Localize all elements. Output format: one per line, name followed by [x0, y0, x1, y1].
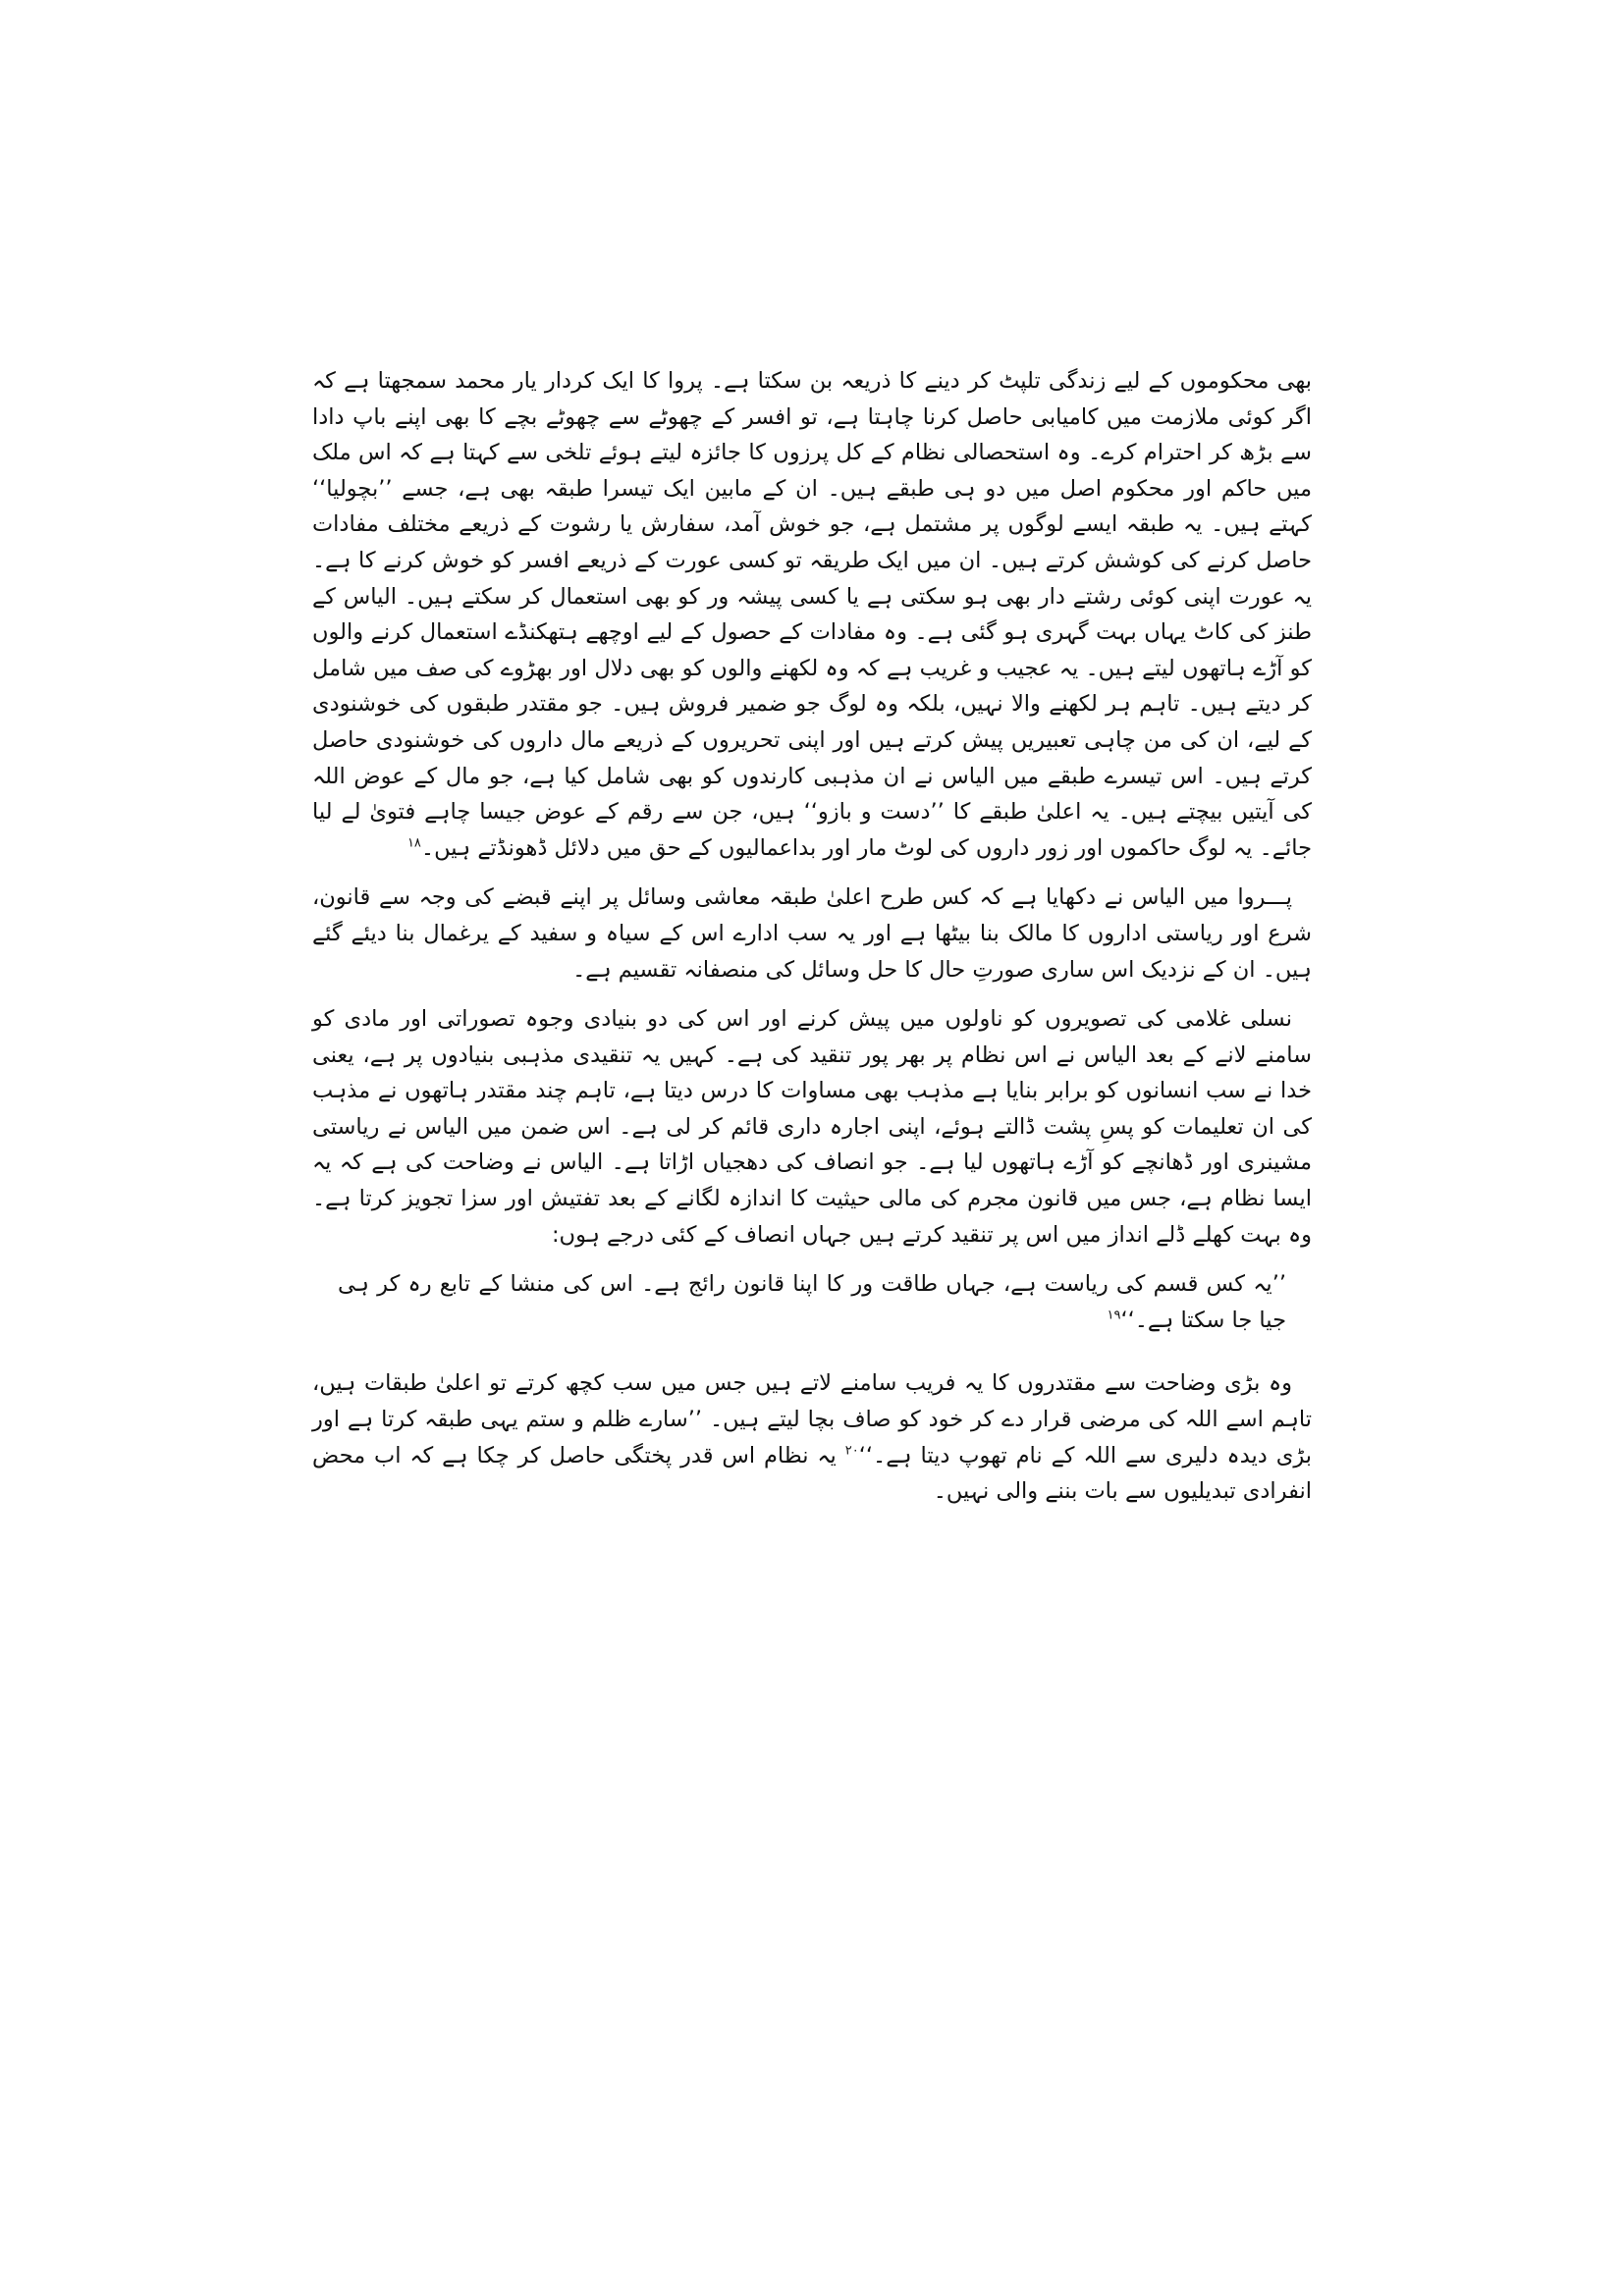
paragraph-1 — [312, 363, 1312, 866]
paragraph-3 — [312, 1001, 1312, 1253]
paragraph-2-text: پـــروا میں الیاس نے دکھایا ہے کہ کس طرح اعلیٰ طبقہ معاشی وسائل پر اپنے قبضے کی وجہ سے قانون، شرع اور ریاستی اداروں کا مالک بنا بیٹھا ہے اور یہ سب ادارے اس کے سیاہ و سفید کے یرغمال بنا دیئے گئے ہیں۔ ان کے نزدیک اس ساری صورتِ حال کا حل وسائل کی منصفانہ تقسیم ہے۔ — [312, 884, 1312, 983]
footnote-19: ۱۹ — [1107, 1308, 1121, 1323]
paragraph-1-text: بھی محکوموں کے لیے زندگی تلپٹ کر دینے کا ذریعہ بن سکتا ہے۔ پروا کا ایک کردار یار محمد سمجھتا ہے کہ اگر کوئی ملازمت میں کامیابی حاصل کرنا چاہتا ہے، تو افسر کے چھوٹے سے چھوٹے بچے کا بھی اپنے باپ دادا سے بڑھ کر احترام کرے۔ وہ استحصالی نظام کے کل پرزوں کا جائزہ لیتے ہوئے تلخی سے کہتا ہے کہ اس ملک میں حاکم اور محکوم اصل میں دو ہی طبقے ہیں۔ ان کے مابین ایک تیسرا طبقہ بھی ہے، جسے ’’بچولیا‘‘ کہتے ہیں۔ یہ طبقہ ایسے لوگوں پر مشتمل ہے، جو خوش آمد، سفارش یا رشوت کے ذریعے مختلف مفادات حاصل کرنے کی کوشش کرتے ہیں۔ ان میں ایک طریقہ تو کسی عورت کے ذریعے افسر کو خوش کرنے کا ہے۔ یہ عورت اپنی کوئی رشتے دار بھی ہو سکتی ہے یا کسی پیشہ ور کو بھی استعمال کر سکتے ہیں۔ الیاس کے طنز کی کاٹ یہاں بہت گہری ہو گئی ہے۔ وہ مفادات کے حصول کے لیے اوچھے ہتھکنڈے استعمال کرنے والوں کو آڑے ہاتھوں لیتے ہیں۔ یہ عجیب و غریب ہے کہ وہ لکھنے والوں کو بھی دلال اور بھڑوے کی صف میں شامل کر دیتے ہیں۔ تاہم ہر لکھنے والا نہیں، بلکہ وہ لوگ جو ضمیر فروش ہیں۔ جو مقتدر طبقوں کی خوشنودی کے لیے، ان کی من چاہی تعبیریں پیش کرتے ہیں اور اپنی تحریروں کے ذریعے مال داروں کی خوشنودی حاصل کرتے ہیں۔ اس تیسرے طبقے میں الیاس نے ان مذہبی کارندوں کو بھی شامل کیا ہے، جو مال کے عوض اللہ کی آیتیں بیچتے ہیں۔ یہ اعلیٰ طبقے کا ’’دست و بازو‘‘ ہیں، جن سے رقم کے عوض جیسا چاہے فتویٰ لے لیا جائے۔ یہ لوگ حاکموں اور زور داروں کی لوٹ مار اور بداعمالیوں کے حق میں دلائل ڈھونڈتے ہیں۔ — [312, 368, 1312, 861]
footnote-20: ۲۰ — [844, 1443, 859, 1459]
block-quote-text: ’’یہ کس قسم کی ریاست ہے، جہاں طاقت ور کا اپنا قانون رائج ہے۔ اس کی منشا کے تابع رہ کر ہی جیا جا سکتا ہے۔‘‘ — [338, 1271, 1286, 1333]
block-quote — [338, 1266, 1286, 1338]
paragraph-2 — [312, 880, 1312, 988]
footnote-18: ۱۸ — [406, 835, 421, 851]
paragraph-4 — [312, 1365, 1312, 1509]
main-text — [312, 363, 1312, 1523]
paragraph-4-text-after: یہ نظام اس قدر پختگی حاصل کر چکا ہے کہ اب محض انفرادی تبدیلیوں سے بات بننے والی نہیں۔ — [312, 1442, 1312, 1505]
paragraph-4-text-before: وہ بڑی وضاحت سے مقتدروں کا یہ فریب سامنے لاتے ہیں جس میں سب کچھ کرتے تو اعلیٰ طبقات ہیں، تاہم اسے اللہ کی مرضی قرار دے کر خود کو صاف بچا لیتے ہیں۔ ’’سارے ظلم و ستم یہی طبقہ کرتا ہے اور بڑی دیدہ دلیری سے اللہ کے نام تھوپ دیتا ہے۔‘‘ — [312, 1370, 1313, 1468]
paragraph-3-text: نسلی غلامی کی تصویروں کو ناولوں میں پیش کرنے اور اس کی دو بنیادی وجوہ تصوراتی اور مادی کو سامنے لانے کے بعد الیاس نے اس نظام پر بھر پور تنقید کی ہے۔ کہیں یہ تنقیدی مذہبی بنیادوں پر ہے، یعنی خدا نے سب انسانوں کو برابر بنایا ہے مذہب بھی مساوات کا درس دیتا ہے، تاہم چند مقتدر ہاتھوں نے مذہب کی ان تعلیمات کو پسِ پشت ڈالتے ہوئے، اپنی اجارہ داری قائم کر لی ہے۔ اس ضمن میں الیاس نے ریاستی مشینری اور ڈھانچے کو آڑے ہاتھوں لیا ہے۔ جو انصاف کی دھجیاں اڑاتا ہے۔ الیاس نے وضاحت کی ہے کہ یہ ایسا نظام ہے، جس میں قانون مجرم کی مالی حیثیت کا اندازہ لگانے کے بعد تفتیش اور سزا تجویز کرتا ہے۔ وہ بہت کھلے ڈلے انداز میں اس پر تنقید کرتے ہیں جہاں انصاف کے کئی درجے ہوں: — [312, 1006, 1312, 1248]
